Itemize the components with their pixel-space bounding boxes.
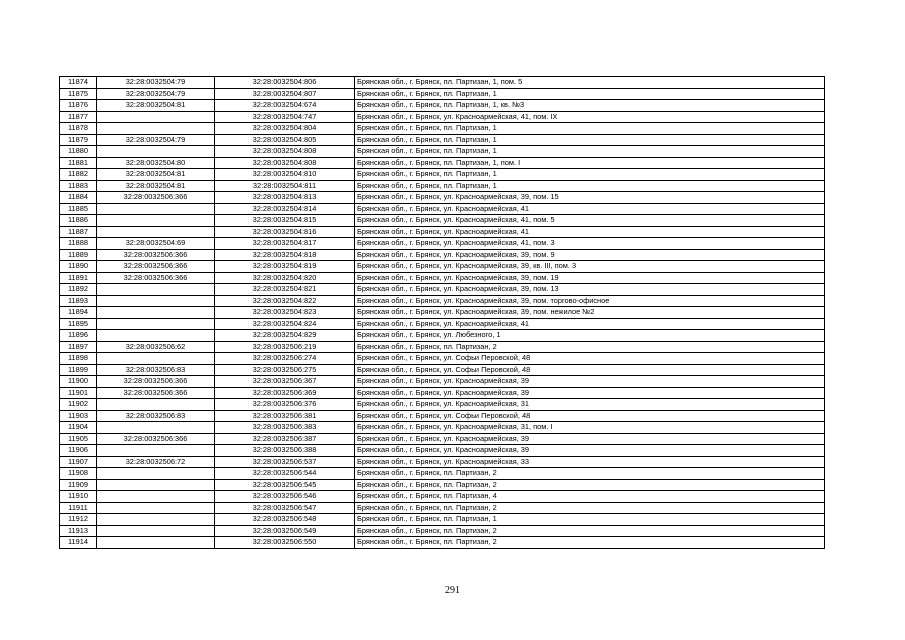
table-row [60,422,825,434]
row-number-cell: 11907 [60,456,97,468]
table-row [60,238,825,250]
address-cell: Брянская обл., г. Брянск, пл. Партизан, 1, пом. 5 [355,77,825,89]
cadastral-number-cell: 32:28:0032504:808 [215,146,355,158]
row-number-cell: 11896 [60,330,97,342]
address-cell: Брянская обл., г. Брянск, ул. Красноармейская, 39, пом. 9 [355,249,825,261]
address-cell: Брянская обл., г. Брянск, ул. Красноармейская, 41, пом. 3 [355,238,825,250]
table-row [60,146,825,158]
cadastral-number-cell: 32:28:0032504:814 [215,203,355,215]
table-row [60,514,825,526]
table-row [60,353,825,365]
parent-cadastral-number-cell: 32:28:0032504:81 [97,180,215,192]
row-number-cell: 11897 [60,341,97,353]
cadastral-number-cell: 32:28:0032506:550 [215,537,355,549]
table-row [60,364,825,376]
address-cell: Брянская обл., г. Брянск, пл. Партизан, 2 [355,479,825,491]
table-row [60,387,825,399]
parent-cadastral-number-cell [97,318,215,330]
cadastral-number-cell: 32:28:0032504:806 [215,77,355,89]
cadastral-number-cell: 32:28:0032504:813 [215,192,355,204]
address-cell: Брянская обл., г. Брянск, пл. Партизан, 1 [355,169,825,181]
table-row [60,410,825,422]
row-number-cell: 11883 [60,180,97,192]
table-row [60,157,825,169]
address-cell: Брянская обл., г. Брянск, пл. Партизан, 2 [355,341,825,353]
address-cell: Брянская обл., г. Брянск, ул. Красноармейская, 41 [355,203,825,215]
table-row [60,77,825,89]
address-cell: Брянская обл., г. Брянск, ул. Красноармейская, 41 [355,318,825,330]
address-cell: Брянская обл., г. Брянск, ул. Красноармейская, 41 [355,226,825,238]
parent-cadastral-number-cell [97,226,215,238]
address-cell: Брянская обл., г. Брянск, ул. Красноармейская, 41, пом. IX [355,111,825,123]
table-row [60,169,825,181]
page-number: 291 [445,585,460,596]
parent-cadastral-number-cell [97,491,215,503]
table-row [60,307,825,319]
table-row [60,525,825,537]
table-row [60,272,825,284]
row-number-cell: 11881 [60,157,97,169]
parent-cadastral-number-cell: 32:28:0032506:366 [97,387,215,399]
address-cell: Брянская обл., г. Брянск, пл. Партизан, 2 [355,502,825,514]
table-row [60,261,825,273]
address-cell: Брянская обл., г. Брянск, ул. Софьи Перовской, 48 [355,364,825,376]
parent-cadastral-number-cell: 32:28:0032506:366 [97,376,215,388]
cadastral-number-cell: 32:28:0032504:820 [215,272,355,284]
row-number-cell: 11882 [60,169,97,181]
address-cell: Брянская обл., г. Брянск, ул. Красноармейская, 39 [355,445,825,457]
parent-cadastral-number-cell: 32:28:0032504:79 [97,77,215,89]
parent-cadastral-number-cell: 32:28:0032504:79 [97,88,215,100]
table-row [60,376,825,388]
address-cell: Брянская обл., г. Брянск, ул. Софьи Перовской, 48 [355,353,825,365]
cadastral-number-cell: 32:28:0032506:383 [215,422,355,434]
row-number-cell: 11880 [60,146,97,158]
address-cell: Брянская обл., г. Брянск, ул. Красноармейская, 39 [355,376,825,388]
cadastral-number-cell: 32:28:0032506:548 [215,514,355,526]
cadastral-number-cell: 32:28:0032506:544 [215,468,355,480]
table-row [60,479,825,491]
parent-cadastral-number-cell: 32:28:0032506:366 [97,272,215,284]
table-row [60,134,825,146]
table-row [60,88,825,100]
cadastral-number-cell: 32:28:0032506:546 [215,491,355,503]
parent-cadastral-number-cell [97,123,215,135]
table-row [60,192,825,204]
parent-cadastral-number-cell [97,111,215,123]
address-cell: Брянская обл., г. Брянск, пл. Партизан, 1 [355,146,825,158]
row-number-cell: 11885 [60,203,97,215]
row-number-cell: 11909 [60,479,97,491]
parent-cadastral-number-cell [97,502,215,514]
cadastral-number-cell: 32:28:0032504:824 [215,318,355,330]
row-number-cell: 11890 [60,261,97,273]
parent-cadastral-number-cell [97,445,215,457]
table-row [60,180,825,192]
cadastral-number-cell: 32:28:0032506:381 [215,410,355,422]
row-number-cell: 11879 [60,134,97,146]
cadastral-number-cell: 32:28:0032504:823 [215,307,355,319]
table-row [60,318,825,330]
cadastral-number-cell: 32:28:0032506:274 [215,353,355,365]
parent-cadastral-number-cell: 32:28:0032504:69 [97,238,215,250]
row-number-cell: 11891 [60,272,97,284]
table-row [60,295,825,307]
row-number-cell: 11892 [60,284,97,296]
table-row [60,456,825,468]
address-cell: Брянская обл., г. Брянск, ул. Красноармейская, 39, пом. 13 [355,284,825,296]
cadastral-number-cell: 32:28:0032504:829 [215,330,355,342]
table-row [60,249,825,261]
cadastral-number-cell: 32:28:0032506:387 [215,433,355,445]
cadastral-number-cell: 32:28:0032506:388 [215,445,355,457]
parent-cadastral-number-cell: 32:28:0032504:79 [97,134,215,146]
cadastral-number-cell: 32:28:0032504:819 [215,261,355,273]
table-row [60,537,825,549]
cadastral-number-cell: 32:28:0032504:804 [215,123,355,135]
parent-cadastral-number-cell: 32:28:0032504:80 [97,157,215,169]
table-row [60,203,825,215]
row-number-cell: 11895 [60,318,97,330]
table-row [60,468,825,480]
address-cell: Брянская обл., г. Брянск, ул. Красноармейская, 39, кв. III, пом. 3 [355,261,825,273]
parent-cadastral-number-cell [97,203,215,215]
address-cell: Брянская обл., г. Брянск, пл. Партизан, 4 [355,491,825,503]
row-number-cell: 11894 [60,307,97,319]
parent-cadastral-number-cell: 32:28:0032506:366 [97,261,215,273]
row-number-cell: 11876 [60,100,97,112]
parent-cadastral-number-cell [97,537,215,549]
table-row [60,100,825,112]
table-row [60,226,825,238]
table-row [60,123,825,135]
cadastral-number-cell: 32:28:0032506:547 [215,502,355,514]
row-number-cell: 11887 [60,226,97,238]
parent-cadastral-number-cell [97,525,215,537]
address-cell: Брянская обл., г. Брянск, ул. Красноармейская, 39, пом. нежилое №2 [355,307,825,319]
address-cell: Брянская обл., г. Брянск, ул. Красноармейская, 31 [355,399,825,411]
parent-cadastral-number-cell [97,479,215,491]
table-row [60,433,825,445]
cadastral-number-cell: 32:28:0032504:816 [215,226,355,238]
row-number-cell: 11908 [60,468,97,480]
table-row [60,215,825,227]
cadastral-number-cell: 32:28:0032506:545 [215,479,355,491]
cadastral-number-cell: 32:28:0032506:369 [215,387,355,399]
row-number-cell: 11902 [60,399,97,411]
parent-cadastral-number-cell: 32:28:0032506:366 [97,192,215,204]
registry-table-body [60,77,825,549]
cadastral-number-cell: 32:28:0032506:376 [215,399,355,411]
address-cell: Брянская обл., г. Брянск, ул. Красноармейская, 39, пом. 19 [355,272,825,284]
row-number-cell: 11901 [60,387,97,399]
address-cell: Брянская обл., г. Брянск, ул. Красноармейская, 31, пом. I [355,422,825,434]
row-number-cell: 11910 [60,491,97,503]
parent-cadastral-number-cell [97,330,215,342]
cadastral-number-cell: 32:28:0032504:674 [215,100,355,112]
address-cell: Брянская обл., г. Брянск, пл. Партизан, 1 [355,123,825,135]
address-cell: Брянская обл., г. Брянск, пл. Партизан, 2 [355,525,825,537]
cadastral-number-cell: 32:28:0032506:367 [215,376,355,388]
parent-cadastral-number-cell: 32:28:0032506:366 [97,249,215,261]
address-cell: Брянская обл., г. Брянск, пл. Партизан, 2 [355,468,825,480]
cadastral-number-cell: 32:28:0032504:807 [215,88,355,100]
parent-cadastral-number-cell [97,399,215,411]
address-cell: Брянская обл., г. Брянск, пл. Партизан, 1, кв. №3 [355,100,825,112]
parent-cadastral-number-cell: 32:28:0032506:83 [97,364,215,376]
parent-cadastral-number-cell [97,422,215,434]
parent-cadastral-number-cell [97,307,215,319]
address-cell: Брянская обл., г. Брянск, ул. Красноармейская, 41, пом. 5 [355,215,825,227]
table-row [60,111,825,123]
parent-cadastral-number-cell [97,146,215,158]
cadastral-number-cell: 32:28:0032504:805 [215,134,355,146]
cadastral-number-cell: 32:28:0032506:219 [215,341,355,353]
cadastral-number-cell: 32:28:0032504:815 [215,215,355,227]
cadastral-number-cell: 32:28:0032504:808 [215,157,355,169]
row-number-cell: 11888 [60,238,97,250]
parent-cadastral-number-cell [97,514,215,526]
address-cell: Брянская обл., г. Брянск, пл. Партизан, 1 [355,514,825,526]
cadastral-number-cell: 32:28:0032506:537 [215,456,355,468]
cadastral-number-cell: 32:28:0032504:810 [215,169,355,181]
cadastral-number-cell: 32:28:0032506:549 [215,525,355,537]
parent-cadastral-number-cell [97,468,215,480]
address-cell: Брянская обл., г. Брянск, ул. Красноармейская, 39, пом. 15 [355,192,825,204]
table-row [60,284,825,296]
cadastral-number-cell: 32:28:0032504:747 [215,111,355,123]
table-row [60,399,825,411]
cadastral-number-cell: 32:28:0032504:822 [215,295,355,307]
parent-cadastral-number-cell [97,284,215,296]
row-number-cell: 11912 [60,514,97,526]
row-number-cell: 11874 [60,77,97,89]
table-row [60,502,825,514]
cadastral-number-cell: 32:28:0032504:821 [215,284,355,296]
row-number-cell: 11905 [60,433,97,445]
parent-cadastral-number-cell: 32:28:0032506:72 [97,456,215,468]
row-number-cell: 11904 [60,422,97,434]
parent-cadastral-number-cell: 32:28:0032506:83 [97,410,215,422]
address-cell: Брянская обл., г. Брянск, ул. Любезного, 1 [355,330,825,342]
address-cell: Брянская обл., г. Брянск, пл. Партизан, 1 [355,88,825,100]
row-number-cell: 11886 [60,215,97,227]
cadastral-number-cell: 32:28:0032506:275 [215,364,355,376]
cadastral-number-cell: 32:28:0032504:818 [215,249,355,261]
row-number-cell: 11893 [60,295,97,307]
row-number-cell: 11906 [60,445,97,457]
address-cell: Брянская обл., г. Брянск, пл. Партизан, 1 [355,180,825,192]
parent-cadastral-number-cell [97,295,215,307]
cadastral-registry-table [59,76,825,549]
address-cell: Брянская обл., г. Брянск, пл. Партизан, 1, пом. I [355,157,825,169]
address-cell: Брянская обл., г. Брянск, ул. Красноармейская, 39, пом. торгово-офисное [355,295,825,307]
parent-cadastral-number-cell: 32:28:0032504:81 [97,100,215,112]
parent-cadastral-number-cell: 32:28:0032506:62 [97,341,215,353]
table-row [60,445,825,457]
row-number-cell: 11898 [60,353,97,365]
row-number-cell: 11900 [60,376,97,388]
row-number-cell: 11878 [60,123,97,135]
row-number-cell: 11911 [60,502,97,514]
address-cell: Брянская обл., г. Брянск, ул. Софьи Перовской, 48 [355,410,825,422]
address-cell: Брянская обл., г. Брянск, ул. Красноармейская, 39 [355,433,825,445]
parent-cadastral-number-cell: 32:28:0032506:366 [97,433,215,445]
address-cell: Брянская обл., г. Брянск, пл. Партизан, 1 [355,134,825,146]
cadastral-number-cell: 32:28:0032504:811 [215,180,355,192]
row-number-cell: 11914 [60,537,97,549]
address-cell: Брянская обл., г. Брянск, ул. Красноармейская, 33 [355,456,825,468]
table-row [60,491,825,503]
parent-cadastral-number-cell [97,215,215,227]
parent-cadastral-number-cell: 32:28:0032504:81 [97,169,215,181]
cadastral-number-cell: 32:28:0032504:817 [215,238,355,250]
table-row [60,330,825,342]
row-number-cell: 11889 [60,249,97,261]
parent-cadastral-number-cell [97,353,215,365]
address-cell: Брянская обл., г. Брянск, ул. Красноармейская, 39 [355,387,825,399]
address-cell: Брянская обл., г. Брянск, пл. Партизан, 2 [355,537,825,549]
table-row [60,341,825,353]
row-number-cell: 11903 [60,410,97,422]
row-number-cell: 11899 [60,364,97,376]
row-number-cell: 11884 [60,192,97,204]
row-number-cell: 11913 [60,525,97,537]
row-number-cell: 11877 [60,111,97,123]
row-number-cell: 11875 [60,88,97,100]
